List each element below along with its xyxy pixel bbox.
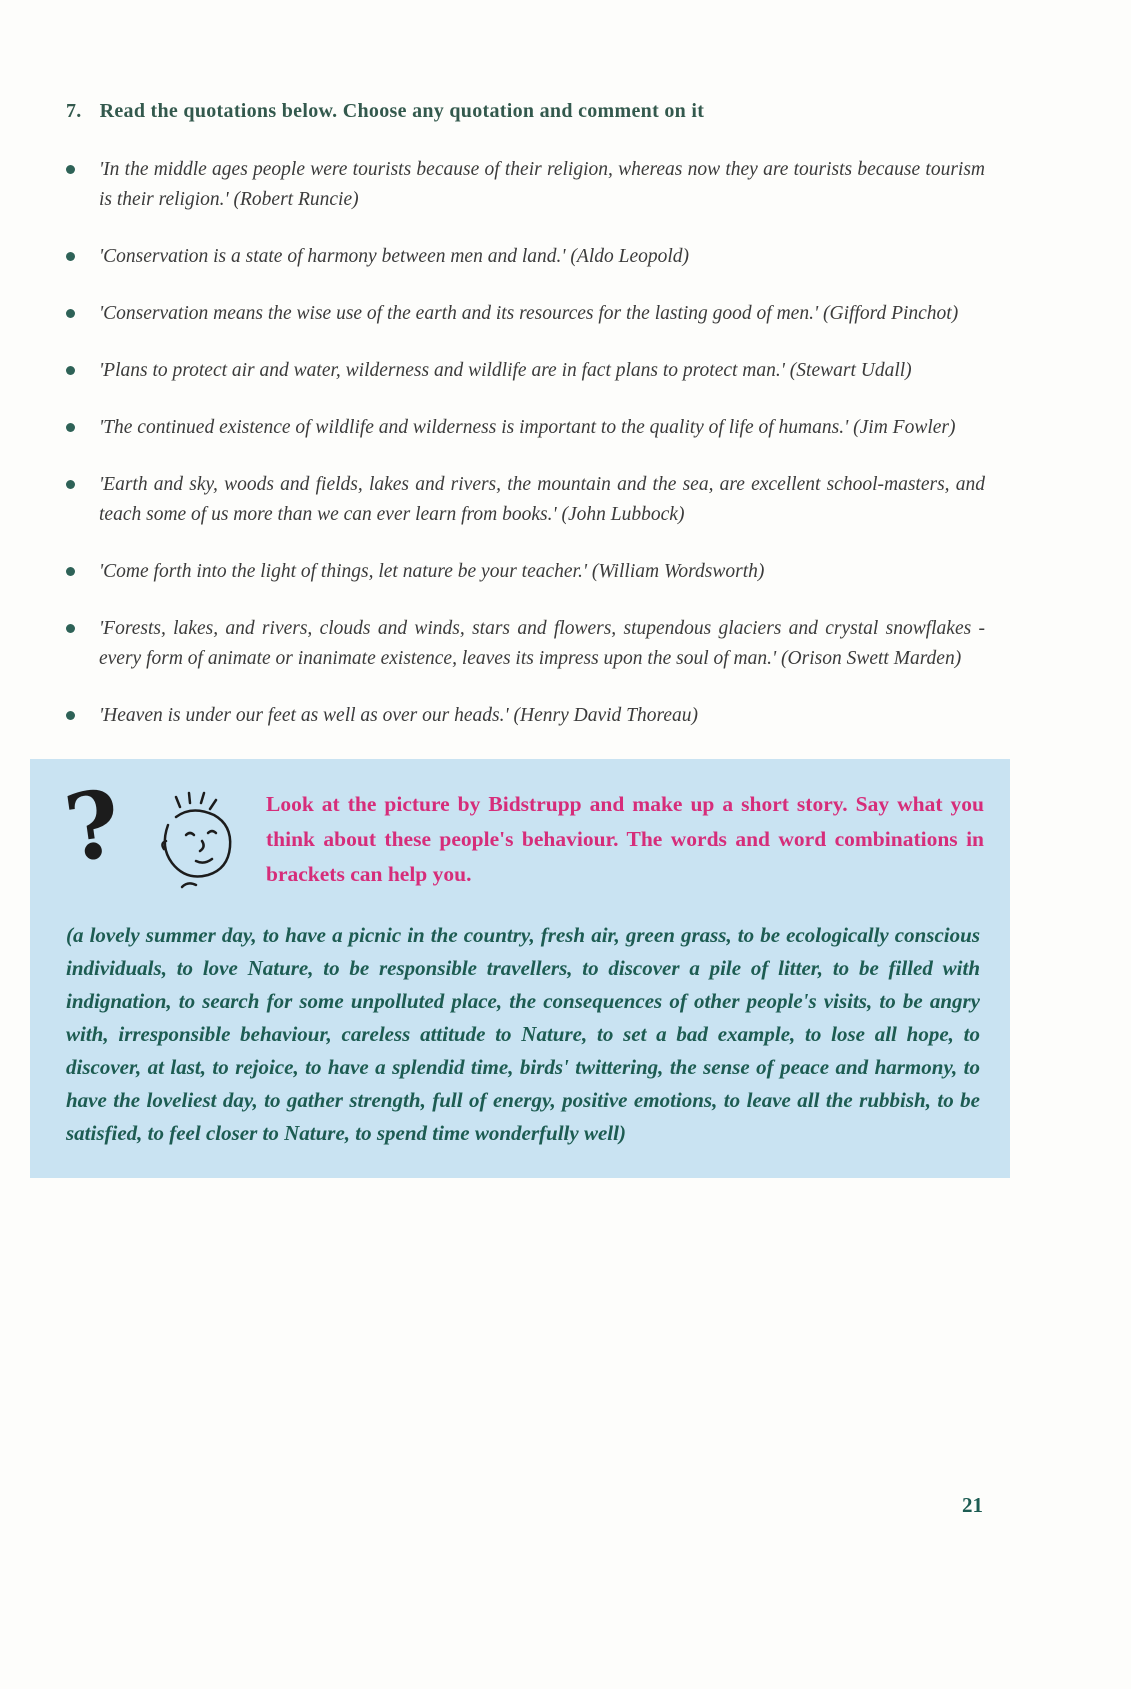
task-icon-group	[52, 768, 266, 893]
exercise-number: 7.	[66, 100, 82, 122]
quote-text: 'In the middle ages people were tourists because of their religion, whereas now they are tourists because tourism is their religion.' (Robert Runcie)	[99, 159, 985, 210]
list-item	[62, 614, 985, 674]
task-hints: (a lovely summer day, to have a picnic in the country, fresh air, green grass, to be ecologically conscious individuals, to love Nature, to be responsible travellers, to discover a pile of litter, to be filled with indignation, to search for some unpolluted place, the consequences of other people's visits, to be angry with, irresponsible behaviour, careless attitude to Nature, to set a bad example, to lose all hope, to discover, at last, to rejoice, to have a splendid time, birds' twittering, the sense of peace and harmony, to have the loveliest day, to gather strength, full of energy, positive emotions, to leave all the rubbish, to be satisfied, to feel closer to Nature, to spend time wonderfully well)	[66, 923, 980, 1145]
list-item	[62, 557, 985, 587]
bullet-dot-icon	[66, 252, 75, 261]
list-item	[62, 242, 985, 272]
exercise-heading	[66, 100, 985, 123]
bullet-dot-icon	[66, 480, 75, 489]
quote-text: 'Conservation means the wise use of the earth and its resources for the lasting good of men.' (Gifford Pinchot)	[99, 303, 959, 324]
quote-text: 'Plans to protect air and water, wilderness and wildlife are in fact plans to protect man.' (Stewart Udall)	[99, 360, 912, 381]
page-number: 21	[962, 1493, 983, 1517]
bullet-dot-icon	[66, 366, 75, 375]
exercise-title: Read the quotations below. Choose any quotation and comment on it	[99, 100, 705, 122]
quote-text: 'Heaven is under our feet as well as over our heads.' (Henry David Thoreau)	[99, 705, 699, 726]
list-item	[62, 299, 985, 329]
bullet-dot-icon	[66, 165, 75, 174]
list-item	[62, 701, 985, 731]
bullet-dot-icon	[66, 624, 75, 633]
task-box	[30, 759, 1010, 1178]
task-header	[52, 768, 984, 893]
quote-text: 'Earth and sky, woods and fields, lakes and rivers, the mountain and the sea, are excellent school-masters, and teach some of us more than we can ever learn from books.' (John Lubbock)	[99, 474, 985, 525]
list-item	[62, 470, 985, 530]
bullet-dot-icon	[66, 711, 75, 720]
quote-text: 'Conservation is a state of harmony between men and land.' (Aldo Leopold)	[99, 246, 690, 267]
question-mark-icon: ?	[58, 768, 128, 884]
bullet-dot-icon	[66, 423, 75, 432]
face-sketch-icon	[146, 789, 242, 893]
list-item	[62, 356, 985, 386]
quote-list	[62, 155, 985, 731]
quote-text: 'The continued existence of wildlife and wilderness is important to the quality of life of humans.' (Jim Fowler)	[99, 417, 956, 438]
bullet-dot-icon	[66, 567, 75, 576]
bullet-dot-icon	[66, 309, 75, 318]
list-item	[62, 413, 985, 443]
quote-text: 'Come forth into the light of things, let nature be your teacher.' (William Wordsworth)	[99, 561, 765, 582]
quote-text: 'Forests, lakes, and rivers, clouds and winds, stars and flowers, stupendous glaciers and crystal snowflakes - every form of animate or inanimate existence, leaves its impress upon the soul of man.' (Orison Swett Marden)	[99, 618, 985, 669]
list-item	[62, 155, 985, 215]
task-instruction: Look at the picture by Bidstrupp and make up a short story. Say what you think about these people's behaviour. The words and word combinations in brackets can help you.	[266, 792, 984, 886]
